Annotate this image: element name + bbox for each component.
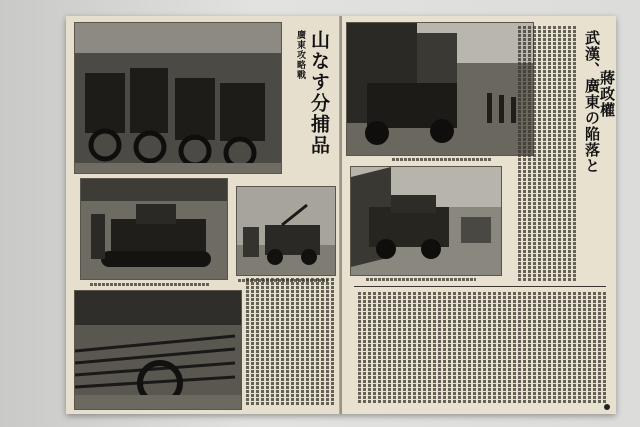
photo-captured-field-guns [74,22,282,174]
right-title-line1: 武漢、廣東の陥落と [583,30,601,174]
left-kicker: 廣東攻略戰 [295,30,305,80]
photo-anti-aircraft-truck [236,186,336,276]
magazine-spread [66,16,616,414]
left-body-text [246,278,334,406]
photo-captured-tank [80,178,228,280]
page-mark [604,404,610,410]
right-title-line2: 蔣政權 [598,70,616,118]
section-rule [354,286,606,287]
left-page [66,16,340,414]
right-headline [580,30,614,180]
photo-troops-street [346,22,534,156]
right-body-text-lower [354,292,606,404]
left-title: 山なす分捕品 [308,30,330,156]
photo-captured-artillery-rows [74,290,242,410]
caption-tank [90,283,210,286]
right-page [342,16,616,414]
caption-armored-car [366,278,476,281]
photo-armored-car [350,166,502,276]
left-headline [284,30,334,170]
caption-troops-street [392,158,492,161]
right-body-text-upper [514,26,576,282]
